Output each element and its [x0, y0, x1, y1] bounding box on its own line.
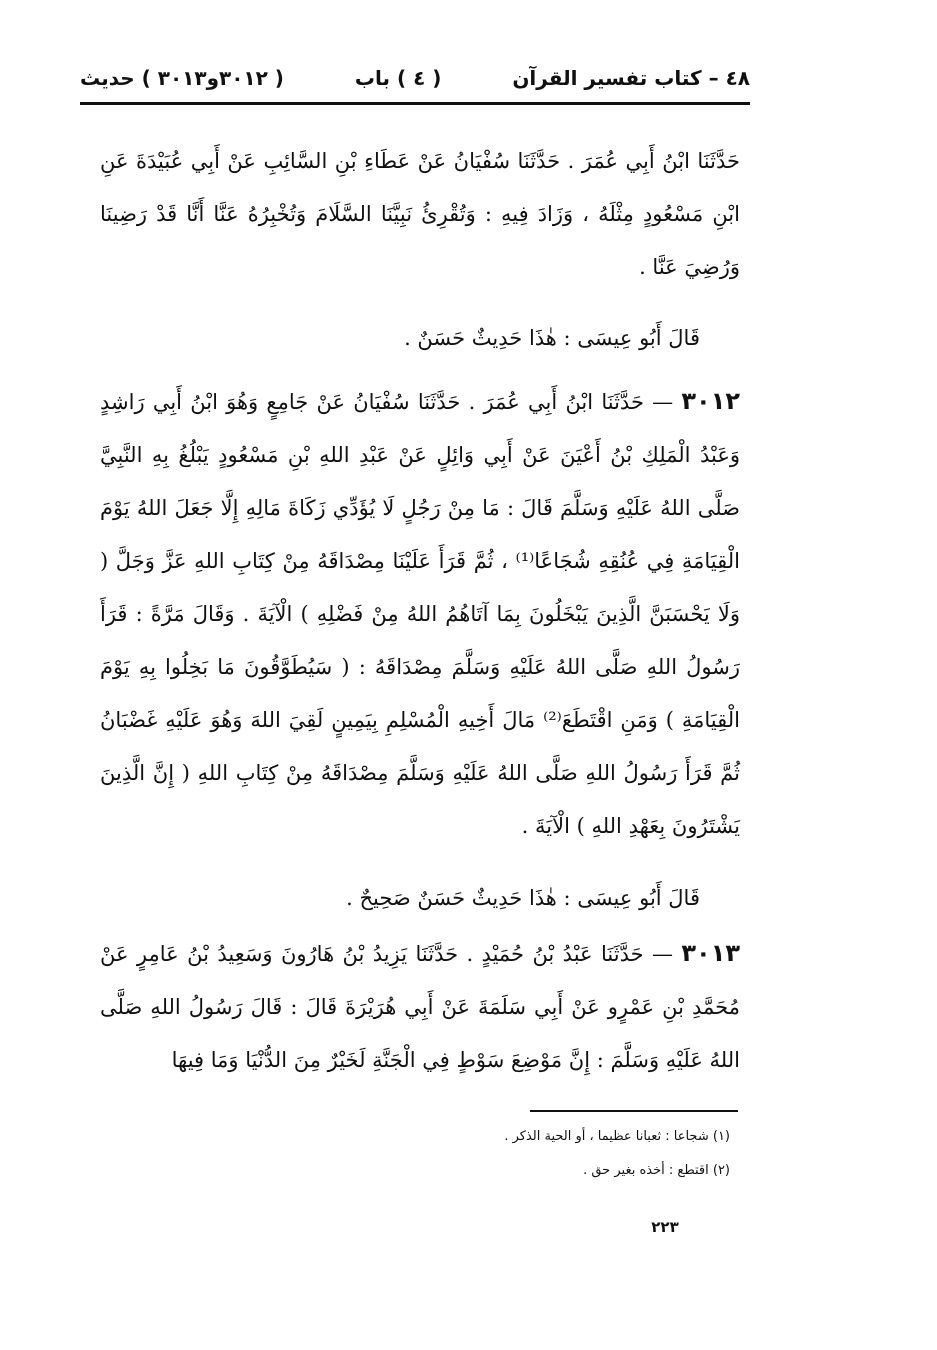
footnote-rule: [530, 1110, 738, 1112]
header-chapter-label: ( ٤ ) باب: [354, 66, 442, 90]
hadith-block-2: [100, 375, 740, 853]
header-rule: [80, 102, 750, 105]
hadith-block-3: [100, 927, 740, 1087]
footnotes: [380, 1120, 730, 1188]
hadith-verdict-2: قَالَ أَبُو عِيسَى : هٰذَا حَدِيثٌ حَسَنٌ صَحِيحٌ .: [346, 886, 700, 910]
page-number: ٢٢٣: [651, 1218, 679, 1236]
hadith-text-1: حَدَّثَنَا ابْنُ أَبِي عُمَرَ . حَدَّثَنَا سُفْيَانُ عَنْ عَطَاءِ بْنِ السَّائِبِ عَنْ أَبِي عُبَيْدَةَ عَنِ ابْنِ مَسْعُودٍ مِثْلَهُ ، وَزَادَ فِيهِ : وَتُقْرِئُ نَبِيَّنَا السَّلَامَ وَتُخْبِرُهُ عَنَّا أَنَّا قَدْ رَضِينَا وَرُضِيَ عَنَّا .: [100, 149, 740, 279]
header-page-label: ٤٨ – كتاب تفسير القرآن: [512, 66, 750, 90]
hadith-number-3: ٣٠١٣: [681, 939, 740, 967]
hadith-text-2: — حَدَّثَنَا ابْنُ أَبِي عُمَرَ . حَدَّثَنَا سُفْيَانُ عَنْ جَامِعٍ وَهُوَ ابْنُ أَبِي رَاشِدٍ وَعَبْدُ الْمَلِكِ بْنُ أَعْيَنَ عَنْ أَبِي وَائِلٍ عَنْ عَبْدِ اللهِ بْنِ مَسْعُودٍ يَبْلُغُ بِهِ النَّبِيَّ صَلَّى اللهُ عَلَيْهِ وَسَلَّمَ قَالَ : مَا مِنْ رَجُلٍ لَا يُؤَدِّي زَكَاةَ مَالِهِ إِلَّا جَعَلَ اللهُ يَوْمَ الْقِيَامَةِ فِي عُنُقِهِ شُجَاعًا⁽¹⁾ ، ثُمَّ قَرَأَ عَلَيْنَا مِصْدَاقَهُ مِنْ كِتَابِ اللهِ عَزَّ وَجَلَّ ( وَلَا يَحْسَبَنَّ الَّذِينَ يَبْخَلُونَ بِمَا آتَاهُمُ اللهُ مِنْ فَضْلِهِ ) الْآيَةَ . وَقَالَ مَرَّةً : قَرَأَ رَسُولُ اللهِ صَلَّى اللهُ عَلَيْهِ وَسَلَّمَ مِصْدَاقَهُ : ( سَيُطَوَّقُونَ مَا بَخِلُوا بِهِ يَوْمَ الْقِيَامَةِ ) وَمَنِ اقْتَطَعَ⁽²⁾ مَالَ أَخِيهِ الْمُسْلِمِ بِيَمِينٍ لَقِيَ اللهَ وَهُوَ عَلَيْهِ غَضْبَانُ ثُمَّ قَرَأَ رَسُولُ اللهِ صَلَّى اللهُ عَلَيْهِ وَسَلَّمَ مِصْدَاقَهُ مِنْ كِتَابِ اللهِ ( إِنَّ الَّذِينَ يَشْتَرُونَ بِعَهْدِ اللهِ ) الْآيَةَ .: [100, 390, 740, 838]
header-hadith-range: ( ٣٠١٢و٣٠١٣ ) حديث: [80, 66, 284, 90]
hadith-text-3: — حَدَّثَنَا عَبْدُ بْنُ حُمَيْدٍ . حَدَّثَنَا يَزِيدُ بْنُ هَارُونَ وَسَعِيدُ بْنُ عَامِرٍ عَنْ مُحَمَّدِ بْنِ عَمْرٍو عَنْ أَبِي سَلَمَةَ عَنْ أَبِي هُرَيْرَةَ قَالَ : قَالَ رَسُولُ اللهِ صَلَّى اللهُ عَلَيْهِ وَسَلَّمَ : إِنَّ مَوْضِعَ سَوْطٍ فِي الْجَنَّةِ لَخَيْرٌ مِنَ الدُّنْيَا وَمَا فِيهَا: [100, 942, 740, 1072]
hadith-verdict-1: قَالَ أَبُو عِيسَى : هٰذَا حَدِيثٌ حَسَنٌ .: [404, 326, 700, 350]
running-header: [80, 58, 750, 98]
footnote-2: (٢) اقتطع : أخذه بغير حق .: [583, 1163, 730, 1178]
footnote-1: (١) شجاعا : ثعبانا عظيما ، أو الحية الذكر .: [504, 1129, 730, 1144]
hadith-number-2: ٣٠١٢: [681, 387, 740, 415]
